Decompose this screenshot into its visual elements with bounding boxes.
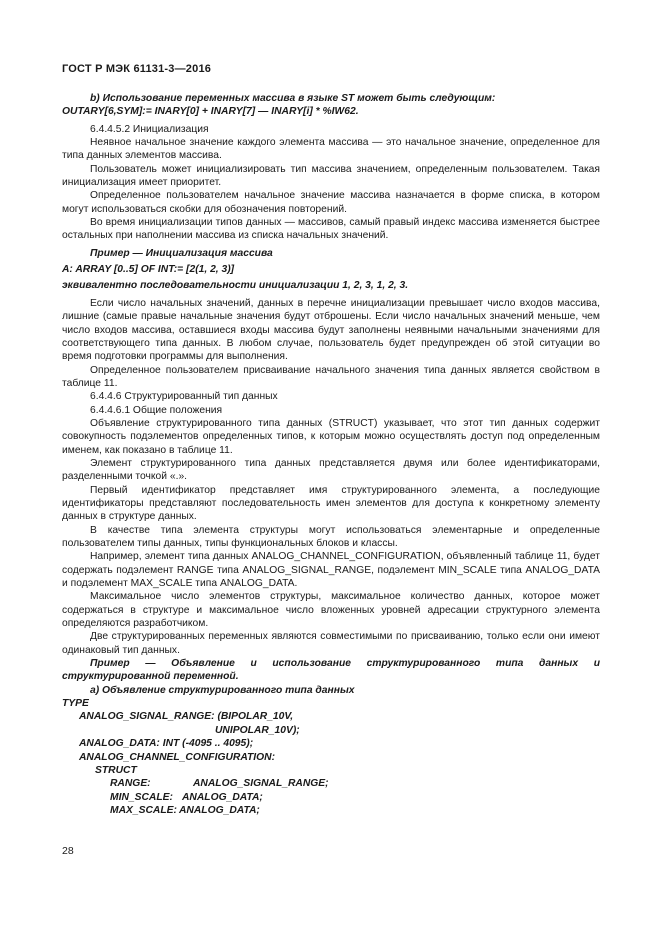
- paragraph: Максимальное число элементов структуры, максимальное количество данных, которое может содержаться в структуре и максимальное число вложенных уровней адресации структурного элемента определяются разработчиком.: [62, 591, 600, 630]
- example-code: A: ARRAY [0..5] OF INT:= [2(1, 2, 3)]: [62, 264, 235, 276]
- paragraph: Пользователь может инициализировать тип массива значением, определенным пользователем. Такая инициализация имеет приоритет.: [62, 163, 600, 189]
- standard-header: ГОСТ Р МЭК 61131-3—2016: [62, 63, 212, 75]
- code-line: [62, 751, 600, 764]
- code-text: ANALOG_SIGNAL_RANGE: (BIPOLAR_10V,: [79, 711, 294, 723]
- code-line: [62, 724, 600, 737]
- section-heading-6-4-4-6-1: 6.4.4.6.1 Общие положения: [90, 404, 223, 416]
- paragraph: Первый идентификатор представляет имя структурированного элемента, а последующие идентификаторы представляют последовательность имен элементов для доступа к конкретному элементу данных в структуре данных.: [62, 484, 600, 523]
- code-line-st: OUTARY[6,SYM]:= INARY[0] + INARY[7] — INARY[i] * %IW62.: [62, 106, 359, 118]
- paragraph: В качестве типа элемента структуры могут использоваться элементарные и определенные пользователем типы данных, типы функциональных блоков и классы.: [62, 524, 600, 549]
- code-line: [62, 804, 600, 817]
- code-line: [62, 791, 600, 804]
- example-title: Пример — Инициализация массива: [90, 247, 273, 259]
- code-line: [62, 764, 600, 777]
- code-text: STRUCT: [95, 764, 137, 776]
- page-content: [62, 92, 600, 817]
- code-line: [62, 737, 600, 750]
- code-text: TYPE: [62, 698, 89, 710]
- code-line: [62, 697, 600, 710]
- paragraph: Элемент структурированного типа данных представляется двумя или более идентификаторами, разделенными точкой «.».: [62, 457, 600, 483]
- paragraph: Определенное пользователем присваивание начального значения типа данных является свойством в таблице 11.: [62, 364, 600, 389]
- paragraph: Например, элемент типа данных ANALOG_CHANNEL_CONFIGURATION, объявленный таблице 11, будет содержать подэлемент RANGE типа ANALOG_SIGNAL_RANGE, подэлемент MIN_SCALE типа ANALOG_DATA и подэлемент MAX_SCALE типа ANALOG_DATA.: [62, 551, 600, 590]
- code-text: UNIPOLAR_10V);: [215, 724, 300, 736]
- code-text: MIN_SCALE:: [110, 791, 173, 803]
- paragraph: Во время инициализации типов данных — массивов, самый правый индекс массива изменяется быстрее остальных при наполнении массива из списка начальных значений.: [62, 217, 600, 242]
- example-title: Пример — Объявление и использование структурированного типа данных и структурированной переменной.: [62, 658, 600, 683]
- code-text: RANGE:: [110, 778, 151, 790]
- paragraph: Неявное начальное значение каждого элемента массива — это начальное значение, определенное для типа данных элементов массива.: [62, 137, 600, 162]
- code-text: MAX_SCALE:: [110, 804, 177, 816]
- code-text: ANALOG_DATA;: [179, 804, 260, 816]
- paragraph: Объявление структурированного типа данных (STRUCT) указывает, что этот тип данных содержит совокупность подэлементов определенных типов, к которым можно осуществлять доступ под определенным именем, как показано в таблице 11.: [62, 417, 600, 456]
- page-number: 28: [62, 845, 74, 857]
- example-subtitle: a) Объявление структурированного типа данных: [90, 684, 355, 696]
- code-text: ANALOG_CHANNEL_CONFIGURATION:: [79, 751, 276, 763]
- code-line: [62, 777, 600, 790]
- code-text: ANALOG_SIGNAL_RANGE;: [193, 778, 329, 790]
- code-line: [62, 710, 600, 723]
- code-text: ANALOG_DATA;: [182, 791, 263, 803]
- paragraph: Определенное пользователем начальное значение массива назначается в форме списка, в котором могут использоваться скобки для обозначения повторений.: [62, 190, 600, 215]
- example-equivalence: эквивалентно последовательности инициализации 1, 2, 3, 1, 2, 3.: [62, 280, 409, 292]
- example-caption-b: b) Использование переменных массива в языке ST может быть следующим:: [90, 93, 496, 104]
- code-text: ANALOG_DATA: INT (-4095 .. 4095);: [79, 738, 254, 750]
- paragraph: Если число начальных значений, данных в перечне инициализации превышает число входов массива, лишние (самые правые начальные значения будут отброшены. Если число начальных значений меньше, чем число входов массива, оставшиеся входы массива будут заполнены неявными начальными значениями для соответствующего типа данных. В любом случае, пользователь будет предупрежден об этой ситуации во время подготовки программы для выполнения.: [62, 297, 600, 363]
- paragraph: Две структурированных переменных являются совместимыми по присваиванию, только если они имеют одинаковый тип данных.: [62, 631, 600, 656]
- section-heading-6-4-4-5-2: 6.4.4.5.2 Инициализация: [90, 123, 209, 135]
- section-heading-6-4-4-6: 6.4.4.6 Структурированный тип данных: [90, 391, 278, 403]
